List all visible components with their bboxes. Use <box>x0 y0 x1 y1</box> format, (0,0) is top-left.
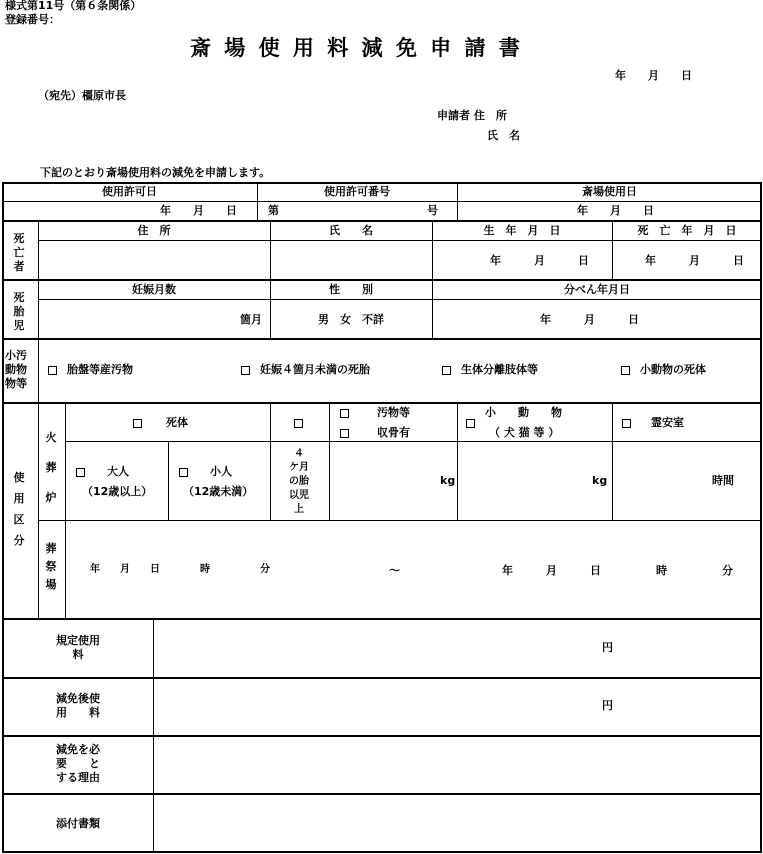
application-date[interactable]: 年 月 日 <box>615 69 692 82</box>
permit-number-suffix: 号 <box>427 204 438 217</box>
hall-end-datetime[interactable]: 年 月 日 時 分 <box>502 564 733 577</box>
animal-label-2: （ 犬 猫 等 ） <box>489 426 560 439</box>
death-date-field[interactable]: 年 月 日 <box>645 254 744 267</box>
option-animal[interactable] <box>466 417 477 428</box>
sex-options[interactable]: 男 女 不詳 <box>318 313 384 326</box>
deceased-label: 死 亡 者 <box>13 232 25 273</box>
use-date-field[interactable]: 年 月 日 <box>577 204 654 217</box>
option-placenta[interactable]: 胎盤等産汚物 <box>48 364 133 375</box>
option-corpse[interactable]: 死体 <box>133 417 188 428</box>
hall-start-datetime[interactable]: 年 月 日 時 分 <box>90 564 270 575</box>
checkbox[interactable] <box>442 366 451 375</box>
death-date-label: 死 亡 年 月 日 <box>637 224 737 237</box>
usage-category-label: 使 用 区 分 <box>13 471 25 547</box>
delivery-date-field[interactable]: 年 月 日 <box>540 313 639 326</box>
applicant-address-label: 申請者 住 所 <box>437 109 507 122</box>
option-bone-collection[interactable]: 収骨有 <box>340 427 410 438</box>
reduction-reason-label: 減免を必 要 と する理由 <box>56 743 100 784</box>
fetus-over-4-months-label: ４ ケ月 の胎 以児 上 <box>289 448 309 515</box>
deceased-address-label: 住 所 <box>137 224 171 237</box>
permit-number-label: 使用許可番号 <box>324 185 390 198</box>
birth-date-field[interactable]: 年 月 日 <box>490 254 589 267</box>
tilde: ～ <box>389 564 400 577</box>
permit-date-label: 使用許可日 <box>102 185 157 198</box>
form-number: 様式第11号（第６条関係） <box>5 0 142 12</box>
page-title: 斎 場 使 用 料 減 免 申 請 書 <box>190 36 520 60</box>
use-date-label: 斎場使用日 <box>582 185 637 198</box>
months-unit: 箇月 <box>240 313 262 326</box>
standard-fee-label: 規定使用 料 <box>56 634 100 661</box>
delivery-date-label: 分べん年月日 <box>564 283 630 296</box>
deceased-name-label: 氏 名 <box>329 224 373 237</box>
option-small-animal[interactable]: 小動物の死体 <box>621 364 706 375</box>
birth-date-label: 生 年 月 日 <box>483 224 561 237</box>
permit-date-field[interactable]: 年 月 日 <box>160 204 237 217</box>
furnace-label: 火 葬 炉 <box>45 431 57 504</box>
option-child[interactable]: 小人 <box>179 466 232 477</box>
checkbox[interactable] <box>294 419 303 428</box>
adult-note: （12歳以上） <box>82 485 153 498</box>
applicant-name-label: 氏 名 <box>487 129 520 142</box>
morgue-hours-unit: 時間 <box>712 474 734 487</box>
funeral-hall-label: 葬 祭 場 <box>45 542 57 591</box>
statement: 下記のとおり斎場使用料の減免を申請します。 <box>40 166 271 179</box>
checkbox[interactable] <box>621 366 630 375</box>
checkbox[interactable] <box>340 409 349 418</box>
checkbox[interactable] <box>340 429 349 438</box>
checkbox[interactable] <box>76 468 85 477</box>
option-body-parts[interactable]: 生体分離肢体等 <box>442 364 538 375</box>
standard-fee-unit: 円 <box>602 641 613 654</box>
checkbox[interactable] <box>241 366 250 375</box>
option-fetus[interactable] <box>294 417 313 428</box>
reduced-fee-label: 減免後使 用 料 <box>56 692 100 719</box>
attachments-label: 添付書類 <box>56 817 100 830</box>
addressee: （宛先）橿原市長 <box>38 89 126 102</box>
waste-weight-unit: kg <box>440 474 456 487</box>
pregnancy-months-label: 妊娠月数 <box>132 283 176 296</box>
child-note: （12歳未満） <box>183 485 254 498</box>
small-items-label: 小汚 動物 物等 <box>5 349 27 390</box>
checkbox[interactable] <box>622 419 631 428</box>
sex-label: 性 別 <box>329 283 373 296</box>
checkbox[interactable] <box>179 468 188 477</box>
checkbox[interactable] <box>48 366 57 375</box>
animal-weight-unit: kg <box>592 474 608 487</box>
checkbox[interactable] <box>133 419 142 428</box>
option-adult[interactable]: 大人 <box>76 466 129 477</box>
checkbox[interactable] <box>466 419 475 428</box>
registration-number: 登録番号： <box>5 13 60 26</box>
option-waste[interactable]: 汚物等 <box>340 407 410 418</box>
animal-label-1: 小 動 物 <box>485 406 562 419</box>
option-morgue[interactable]: 霊安室 <box>622 417 684 428</box>
reduced-fee-unit: 円 <box>602 699 613 712</box>
stillbirth-label: 死 胎 児 <box>13 291 25 332</box>
permit-number-prefix: 第 <box>268 204 279 217</box>
option-early-fetus[interactable]: 妊娠４箇月未満の死胎 <box>241 364 370 375</box>
